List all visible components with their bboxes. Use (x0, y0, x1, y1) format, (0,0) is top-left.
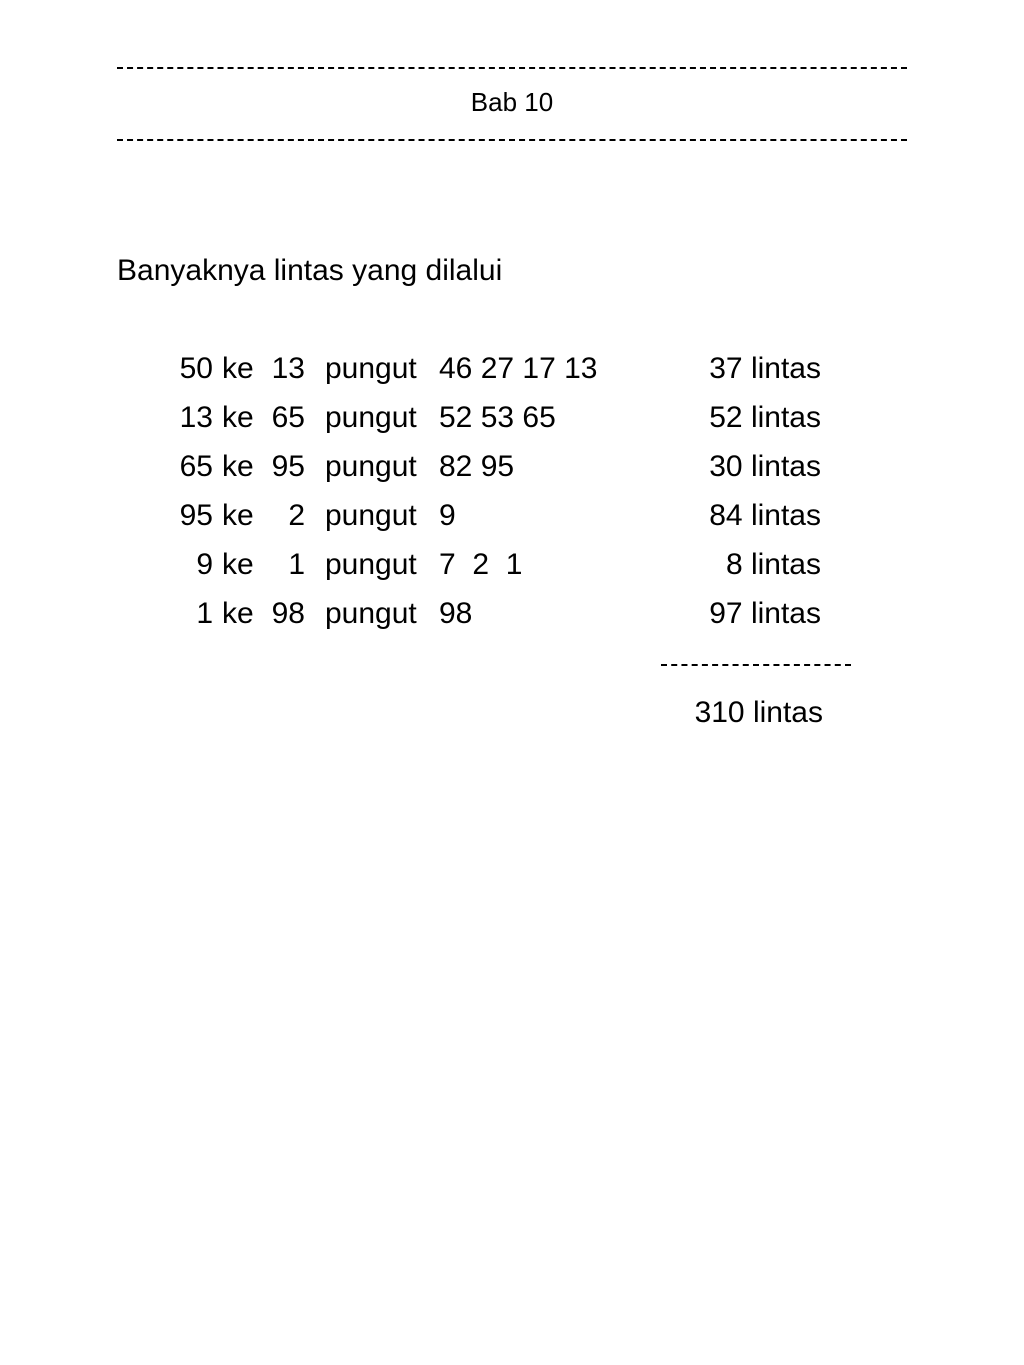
pick-label: pungut (325, 499, 417, 532)
pass-count: 8 lintas (725, 548, 821, 581)
from-value: 9 (196, 548, 213, 581)
top-dashed-rule (117, 67, 907, 69)
to-value: 95 (271, 450, 305, 483)
pass-count: 30 lintas (709, 450, 821, 483)
sum-dashed-rule (661, 664, 851, 666)
pick-label: pungut (325, 352, 417, 385)
ke-label: ke (222, 450, 254, 483)
pass-count: 37 lintas (709, 352, 821, 385)
picked-values: 82 95 (439, 450, 515, 483)
pass-row (0, 397, 1024, 446)
to-value: 2 (288, 499, 305, 532)
section-heading: Banyaknya lintas yang dilalui (117, 254, 503, 287)
pass-table (0, 348, 1024, 642)
picked-values: 9 (439, 499, 456, 532)
from-value: 95 (179, 499, 213, 532)
pass-count: 84 lintas (709, 499, 821, 532)
ke-label: ke (222, 597, 254, 630)
pass-row (0, 348, 1024, 397)
ke-label: ke (222, 548, 254, 581)
bottom-dashed-rule (117, 139, 907, 141)
picked-values: 98 (439, 597, 473, 630)
to-value: 98 (271, 597, 305, 630)
ke-label: ke (222, 499, 254, 532)
pass-row (0, 446, 1024, 495)
pass-row (0, 544, 1024, 593)
to-value: 1 (288, 548, 305, 581)
pick-label: pungut (325, 597, 417, 630)
pass-row (0, 593, 1024, 642)
chapter-title: Bab 10 (470, 87, 554, 117)
from-value: 50 (179, 352, 213, 385)
ke-label: ke (222, 352, 254, 385)
total-count: 310 lintas (694, 696, 823, 729)
from-value: 13 (179, 401, 213, 434)
from-value: 1 (196, 597, 213, 630)
to-value: 65 (271, 401, 305, 434)
pass-count: 52 lintas (709, 401, 821, 434)
picked-values: 52 53 65 (439, 401, 556, 434)
pass-row (0, 495, 1024, 544)
ke-label: ke (222, 401, 254, 434)
picked-values: 7 2 1 (439, 548, 523, 581)
pick-label: pungut (325, 401, 417, 434)
pass-count: 97 lintas (709, 597, 821, 630)
pick-label: pungut (325, 450, 417, 483)
pick-label: pungut (325, 548, 417, 581)
from-value: 65 (179, 450, 213, 483)
to-value: 13 (271, 352, 305, 385)
picked-values: 46 27 17 13 (439, 352, 598, 385)
